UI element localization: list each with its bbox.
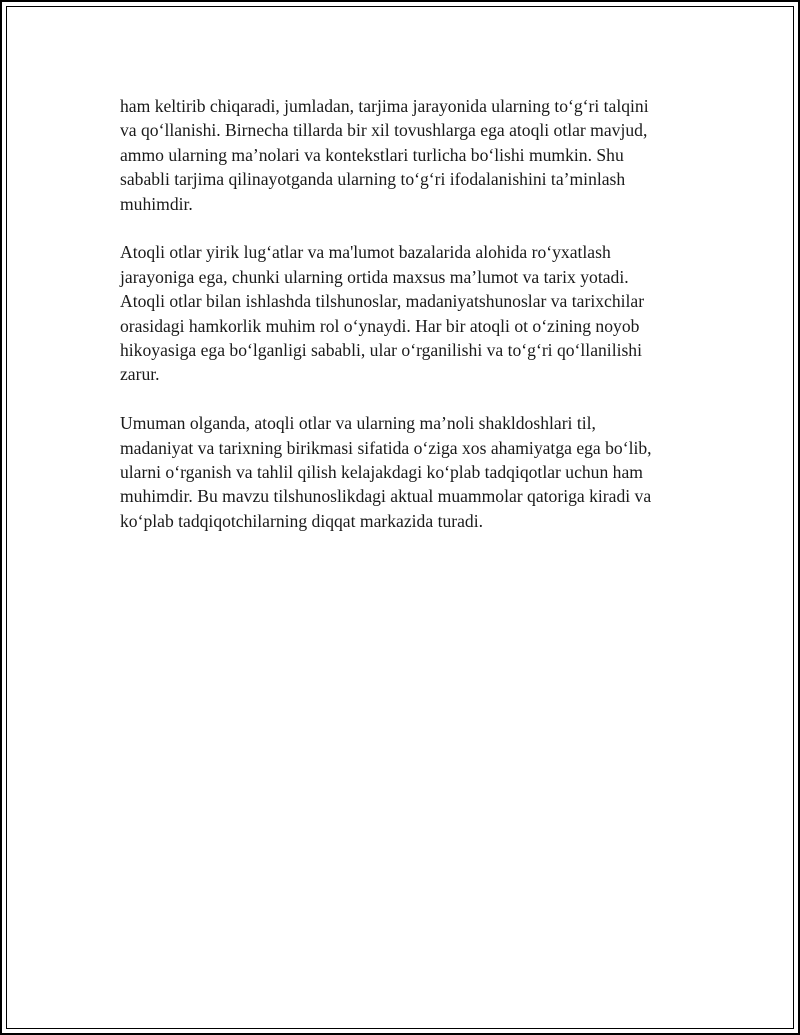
text-line: madaniyat va tarixning birikmasi sifatida o‘ziga xos ahamiyatga ega bo‘lib, (120, 437, 652, 458)
text-line: Atoqli otlar bilan ishlashda tilshunoslar, madaniyatshunoslar va tarixchilar (120, 291, 645, 312)
text-line: ammo ularning ma’nolari va kontekstlari turlicha bo‘lishi mumkin. Shu (120, 144, 624, 165)
text-line: jarayoniga ega, chunki ularning ortida maxsus ma’lumot va tarix yotadi. (120, 266, 629, 287)
paragraph-3 (120, 411, 700, 533)
text-line: ularni o‘rganish va tahlil qilish kelajakdagi ko‘plab tadqiqotlar uchun ham (120, 462, 643, 483)
paragraph-1 (120, 94, 700, 216)
paragraph-2 (120, 240, 700, 386)
text-line: zarur. (120, 364, 160, 385)
text-line: orasidagi hamkorlik muhim rol o‘ynaydi. Har bir atoqli ot o‘zining noyob (120, 315, 640, 336)
text-line: Umuman olganda, atoqli otlar va ularning ma’noli shakldoshlari til, (120, 413, 596, 434)
text-line: Atoqli otlar yirik lug‘atlar va ma'lumot bazalarida alohida ro‘yxatlash (120, 242, 611, 263)
document-body (120, 94, 700, 558)
text-line: ham keltirib chiqaradi, jumladan, tarjima jarayonida ularning to‘g‘ri talqini (120, 96, 649, 116)
text-line: ko‘plab tadqiqotchilarning diqqat markazida turadi. (120, 510, 483, 531)
text-line: sababli tarjima qilinayotganda ularning to‘g‘ri ifodalanishini ta’minlash (120, 169, 626, 190)
text-line: muhimdir. Bu mavzu tilshunoslikdagi aktual muammolar qatoriga kiradi va (120, 486, 652, 507)
text-line: hikoyasiga ega bo‘lganligi sababli, ular o‘rganilishi va to‘g‘ri qo‘llanilishi (120, 340, 642, 361)
text-line: va qo‘llanishi. Birnecha tillarda bir xil tovushlarga ega atoqli otlar mavjud, (120, 120, 648, 141)
text-line: muhimdir. (120, 193, 193, 214)
